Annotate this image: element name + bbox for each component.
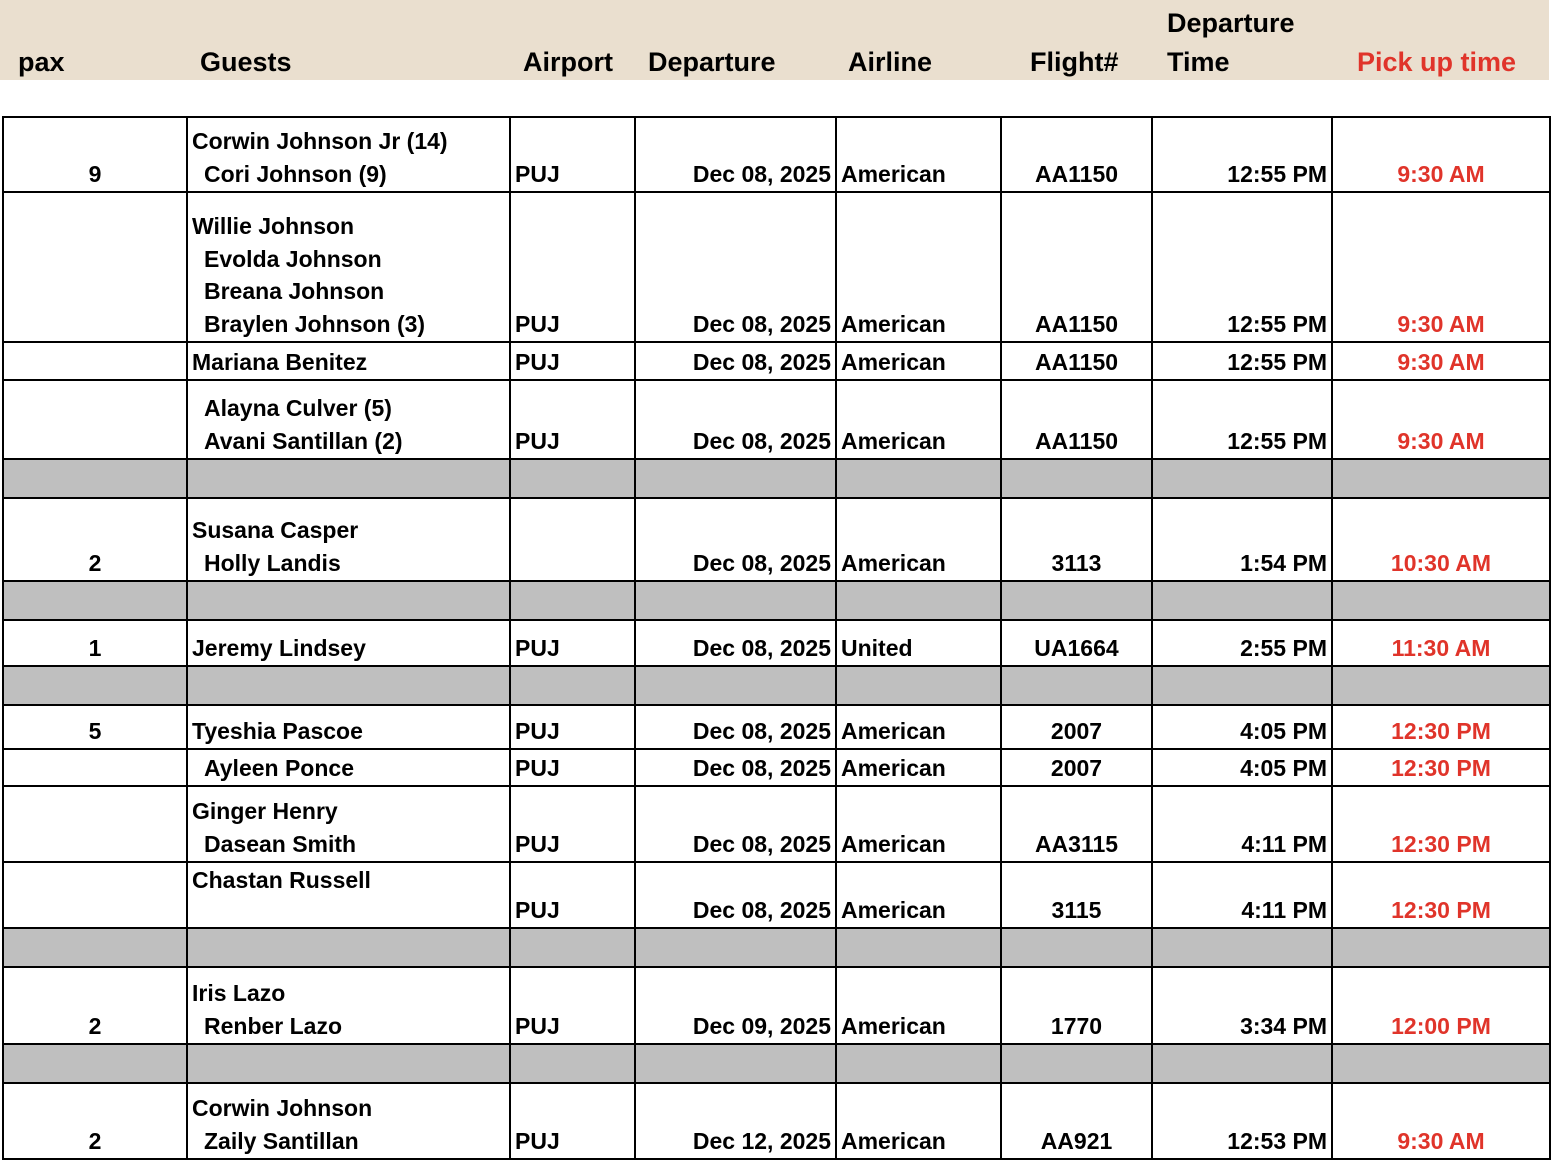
airline-cell: American bbox=[836, 117, 1001, 192]
header-airline: Airline bbox=[848, 47, 933, 77]
flight-cell: 2007 bbox=[1001, 749, 1152, 786]
pickup-cell: 12:30 PM bbox=[1332, 786, 1550, 862]
airline-cell: United bbox=[836, 620, 1001, 666]
airport-cell: PUJ bbox=[510, 342, 635, 380]
flight-cell: AA921 bbox=[1001, 1083, 1152, 1159]
header-airport: Airport bbox=[523, 47, 613, 77]
airline-cell: American bbox=[836, 192, 1001, 342]
table-row bbox=[3, 749, 1550, 786]
time-cell: 12:53 PM bbox=[1152, 1083, 1332, 1159]
time-cell: 3:34 PM bbox=[1152, 967, 1332, 1044]
guest-name: Evolda Johnson bbox=[204, 245, 382, 272]
guests-cell bbox=[187, 967, 510, 1044]
pax-cell bbox=[3, 862, 187, 928]
guest-name: Iris Lazo bbox=[192, 980, 286, 1006]
guest-name: Braylen Johnson (3) bbox=[204, 310, 426, 337]
guest-name: Chastan Russell bbox=[192, 867, 371, 893]
header-pax: pax bbox=[18, 47, 65, 77]
pickup-cell: 9:30 AM bbox=[1332, 192, 1550, 342]
table-row bbox=[3, 342, 1550, 380]
guest-name: Corwin Johnson Jr (14) bbox=[192, 128, 448, 154]
pickup-cell: 9:30 AM bbox=[1332, 1083, 1550, 1159]
airport-cell: PUJ bbox=[510, 620, 635, 666]
guest-name: Alayna Culver (5) bbox=[204, 395, 392, 421]
flight-cell: AA1150 bbox=[1001, 117, 1152, 192]
airport-cell: PUJ bbox=[510, 862, 635, 928]
separator-row bbox=[3, 666, 1550, 705]
airport-cell: PUJ bbox=[510, 749, 635, 786]
guests-cell bbox=[187, 749, 510, 786]
airline-cell: American bbox=[836, 380, 1001, 459]
airline-cell: American bbox=[836, 1083, 1001, 1159]
guest-name: Susana Casper bbox=[192, 517, 359, 543]
guest-name: Holly Landis bbox=[204, 549, 341, 576]
time-cell: 4:11 PM bbox=[1152, 786, 1332, 862]
table-row bbox=[3, 786, 1550, 862]
guests-cell bbox=[187, 862, 510, 928]
guests-cell bbox=[187, 192, 510, 342]
departure-table bbox=[2, 116, 1551, 1160]
table-row bbox=[3, 192, 1550, 342]
guest-name: Jeremy Lindsey bbox=[192, 634, 366, 661]
date-cell: Dec 08, 2025 bbox=[635, 786, 836, 862]
pax-cell: 2 bbox=[3, 1083, 187, 1159]
pax-cell bbox=[3, 192, 187, 342]
time-cell: 4:05 PM bbox=[1152, 705, 1332, 749]
table-row bbox=[3, 498, 1550, 581]
time-cell: 12:55 PM bbox=[1152, 380, 1332, 459]
pickup-cell: 12:30 PM bbox=[1332, 749, 1550, 786]
table-row bbox=[3, 705, 1550, 749]
guest-name: Dasean Smith bbox=[204, 830, 357, 857]
airline-cell: American bbox=[836, 705, 1001, 749]
time-cell: 12:55 PM bbox=[1152, 192, 1332, 342]
pickup-cell: 12:00 PM bbox=[1332, 967, 1550, 1044]
pax-cell: 1 bbox=[3, 620, 187, 666]
pickup-cell: 9:30 AM bbox=[1332, 380, 1550, 459]
table-row bbox=[3, 117, 1550, 192]
table-row bbox=[3, 967, 1550, 1044]
guest-name: Ginger Henry bbox=[192, 798, 338, 824]
pickup-cell: 9:30 AM bbox=[1332, 117, 1550, 192]
time-cell: 4:11 PM bbox=[1152, 862, 1332, 928]
guest-name: Breana Johnson bbox=[204, 278, 385, 304]
flight-cell: 3113 bbox=[1001, 498, 1152, 581]
airport-cell: PUJ bbox=[510, 786, 635, 862]
date-cell: Dec 09, 2025 bbox=[635, 967, 836, 1044]
pickup-cell: 10:30 AM bbox=[1332, 498, 1550, 581]
separator-row bbox=[3, 1044, 1550, 1083]
airline-cell: American bbox=[836, 342, 1001, 380]
date-cell: Dec 08, 2025 bbox=[635, 342, 836, 380]
guest-name: Mariana Benitez bbox=[192, 348, 368, 375]
airport-cell: PUJ bbox=[510, 117, 635, 192]
time-cell: 2:55 PM bbox=[1152, 620, 1332, 666]
separator-row bbox=[3, 459, 1550, 498]
flight-cell: 1770 bbox=[1001, 967, 1152, 1044]
table-row bbox=[3, 380, 1550, 459]
airport-cell: PUJ bbox=[510, 705, 635, 749]
pax-cell bbox=[3, 380, 187, 459]
time-cell: 1:54 PM bbox=[1152, 498, 1332, 581]
date-cell: Dec 12, 2025 bbox=[635, 1083, 836, 1159]
pickup-cell: 12:30 PM bbox=[1332, 705, 1550, 749]
airline-cell: American bbox=[836, 498, 1001, 581]
separator-row bbox=[3, 928, 1550, 967]
guest-name: Ayleen Ponce bbox=[204, 754, 354, 781]
date-cell: Dec 08, 2025 bbox=[635, 192, 836, 342]
flight-cell: AA3115 bbox=[1001, 786, 1152, 862]
guests-cell bbox=[187, 705, 510, 749]
date-cell: Dec 08, 2025 bbox=[635, 380, 836, 459]
flight-cell: 2007 bbox=[1001, 705, 1152, 749]
separator-row bbox=[3, 581, 1550, 620]
header-departure-time-line2: Time bbox=[1167, 47, 1230, 77]
table-row bbox=[3, 620, 1550, 666]
flight-cell: AA1150 bbox=[1001, 380, 1152, 459]
airport-cell: PUJ bbox=[510, 192, 635, 342]
time-cell: 12:55 PM bbox=[1152, 342, 1332, 380]
guest-name: Zaily Santillan bbox=[204, 1127, 359, 1154]
header-guests: Guests bbox=[200, 47, 292, 77]
header-departure-time-line1: Departure bbox=[1167, 8, 1295, 38]
flight-cell: AA1150 bbox=[1001, 192, 1152, 342]
guests-cell bbox=[187, 620, 510, 666]
guest-name: Avani Santillan (2) bbox=[204, 427, 403, 454]
guests-cell bbox=[187, 342, 510, 380]
airport-cell: PUJ bbox=[510, 967, 635, 1044]
guests-cell bbox=[187, 498, 510, 581]
guests-cell bbox=[187, 117, 510, 192]
date-cell: Dec 08, 2025 bbox=[635, 749, 836, 786]
table-row bbox=[3, 1083, 1550, 1159]
airport-cell: PUJ bbox=[510, 1083, 635, 1159]
pax-cell bbox=[3, 786, 187, 862]
pax-cell: 2 bbox=[3, 967, 187, 1044]
guests-cell bbox=[187, 380, 510, 459]
pickup-cell: 11:30 AM bbox=[1332, 620, 1550, 666]
guests-cell bbox=[187, 1083, 510, 1159]
flight-cell: UA1664 bbox=[1001, 620, 1152, 666]
time-cell: 4:05 PM bbox=[1152, 749, 1332, 786]
header-flight: Flight# bbox=[1030, 47, 1119, 77]
airport-cell: PUJ bbox=[510, 380, 635, 459]
header-band bbox=[0, 0, 1549, 80]
airline-cell: American bbox=[836, 749, 1001, 786]
airline-cell: American bbox=[836, 967, 1001, 1044]
pickup-cell: 9:30 AM bbox=[1332, 342, 1550, 380]
pax-cell bbox=[3, 749, 187, 786]
flight-cell: AA1150 bbox=[1001, 342, 1152, 380]
table-row bbox=[3, 862, 1550, 928]
time-cell: 12:55 PM bbox=[1152, 117, 1332, 192]
guest-name: Cori Johnson (9) bbox=[204, 160, 387, 187]
pax-cell bbox=[3, 342, 187, 380]
date-cell: Dec 08, 2025 bbox=[635, 117, 836, 192]
guest-name: Willie Johnson bbox=[192, 213, 355, 239]
guest-name: Corwin Johnson bbox=[192, 1095, 373, 1121]
header-departure: Departure bbox=[648, 47, 776, 77]
date-cell: Dec 08, 2025 bbox=[635, 862, 836, 928]
flight-cell: 3115 bbox=[1001, 862, 1152, 928]
guest-name: Tyeshia Pascoe bbox=[192, 717, 363, 744]
pickup-cell: 12:30 PM bbox=[1332, 862, 1550, 928]
airline-cell: American bbox=[836, 862, 1001, 928]
date-cell: Dec 08, 2025 bbox=[635, 498, 836, 581]
guests-cell bbox=[187, 786, 510, 862]
date-cell: Dec 08, 2025 bbox=[635, 620, 836, 666]
pax-cell: 9 bbox=[3, 117, 187, 192]
pax-cell: 2 bbox=[3, 498, 187, 581]
date-cell: Dec 08, 2025 bbox=[635, 705, 836, 749]
guest-name: Renber Lazo bbox=[204, 1012, 343, 1039]
airport-cell bbox=[510, 498, 635, 581]
airline-cell: American bbox=[836, 786, 1001, 862]
header-pickup-time: Pick up time bbox=[1357, 47, 1517, 77]
pax-cell: 5 bbox=[3, 705, 187, 749]
